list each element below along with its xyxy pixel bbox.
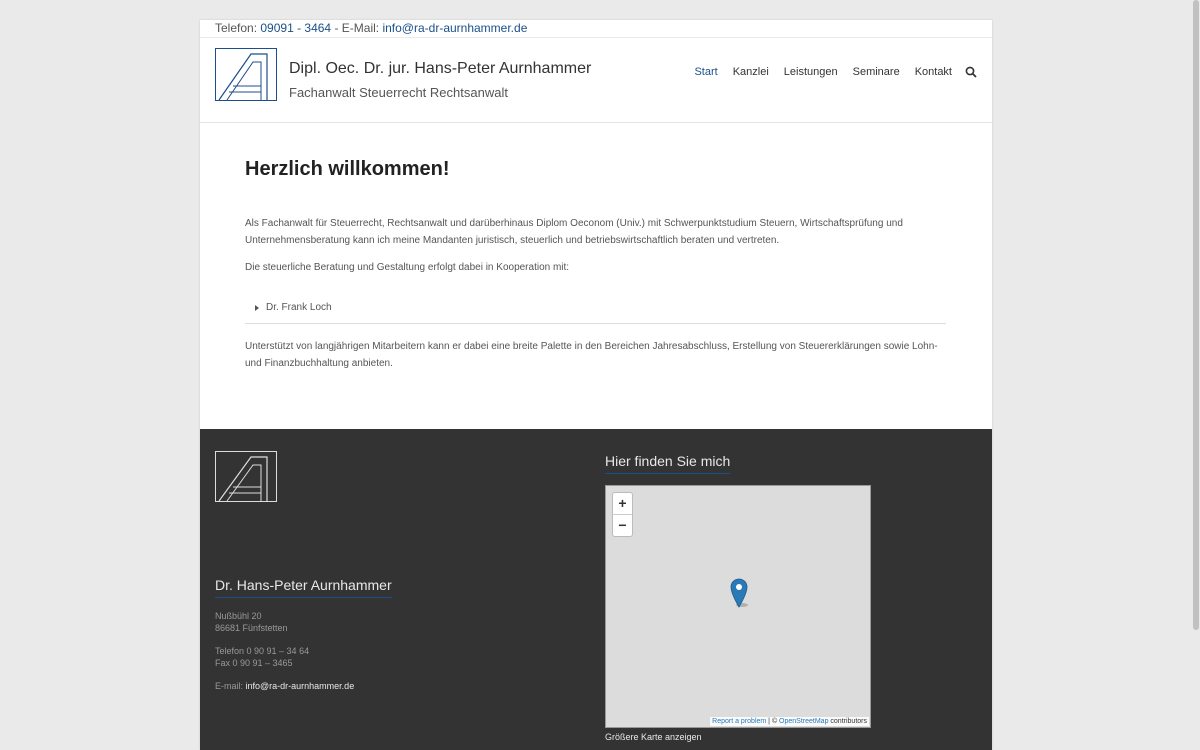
top-contact-bar [200, 20, 992, 38]
nav-item-leistungen[interactable]: Leistungen [783, 66, 838, 78]
phone-label: Telefon: [215, 21, 261, 35]
report-problem-link[interactable]: Report a problem [712, 718, 767, 725]
map-widget[interactable] [605, 485, 871, 728]
accordion-item-frank-loch[interactable] [245, 302, 946, 324]
map-marker-icon[interactable] [730, 578, 748, 608]
map-attribution [710, 717, 869, 726]
accordion-label: Dr. Frank Loch [266, 302, 332, 313]
site-header [200, 38, 992, 123]
zoom-in-button[interactable]: + [618, 495, 627, 511]
footer-email-label: E-mail: [215, 681, 246, 691]
footer-logo [215, 451, 277, 502]
email-link[interactable]: info@ra-dr-aurnhammer.de [382, 21, 528, 35]
bigger-map-link[interactable]: Größere Karte anzeigen [605, 732, 702, 742]
nav-item-kanzlei[interactable]: Kanzlei [732, 66, 769, 78]
nav-item-start[interactable]: Start [694, 66, 718, 78]
scrollbar-thumb[interactable] [1193, 0, 1199, 630]
footer-email-link[interactable]: info@ra-dr-aurnhammer.de [245, 681, 355, 691]
page [200, 20, 992, 750]
nav-item-seminare[interactable]: Seminare [852, 66, 900, 78]
caret-right-icon [255, 305, 259, 311]
footer-contact-details [215, 610, 354, 692]
contributors-text: contributors [828, 718, 867, 725]
cooperation-paragraph: Die steuerliche Beratung und Gestaltung erfolgt dabei in Kooperation mit: [245, 262, 570, 273]
logo[interactable] [215, 48, 277, 101]
attribution-separator: | © [766, 718, 780, 725]
footer-phone: Telefon 0 90 91 – 34 64 [215, 646, 310, 656]
footer [200, 429, 992, 750]
footer-city: 86681 Fünfstetten [215, 623, 288, 633]
nav-item-kontakt[interactable]: Kontakt [914, 66, 952, 78]
main-nav [679, 66, 977, 78]
footer-street: Nußbühl 20 [215, 611, 262, 621]
footer-name-heading: Dr. Hans-Peter Aurnhammer [215, 577, 392, 598]
phone-link[interactable]: 09091 - 3464 [260, 21, 332, 35]
page-title: Herzlich willkommen! [245, 158, 450, 180]
zoom-out-button[interactable]: − [613, 514, 632, 536]
zoom-control [612, 492, 633, 537]
search-icon[interactable] [965, 66, 977, 78]
support-paragraph: Unterstützt von langjährigen Mitarbeitern kann er dabei eine breite Palette in den Bereichen Jahresabschluss, Erstellung von Steuererklärungen sowie Lohn- und Finanzbuchhaltung anbieten. [245, 341, 938, 369]
osm-link[interactable]: OpenStreetMap [779, 718, 829, 725]
main-content [245, 158, 946, 372]
email-label: - E-Mail: [331, 21, 383, 35]
intro-paragraph: Als Fachanwalt für Steuerrecht, Rechtsanwalt und darüberhinaus Diplom Oeconom (Univ.) mit Schwerpunktstudium Steuern, Wirtschaftsprüfung und Unternehmensberatung kann ich meine Mandanten juristisch, steuerlich und betriebswirtschaftlich beraten und vertreten. [245, 218, 903, 246]
site-description: Fachanwalt Steuerrecht Rechtsanwalt [289, 85, 508, 100]
footer-fax: Fax 0 90 91 – 3465 [215, 658, 293, 668]
map-heading: Hier finden Sie mich [605, 453, 730, 474]
site-title[interactable]: Dipl. Oec. Dr. jur. Hans-Peter Aurnhammer [289, 60, 592, 77]
scrollbar[interactable] [1192, 0, 1200, 750]
